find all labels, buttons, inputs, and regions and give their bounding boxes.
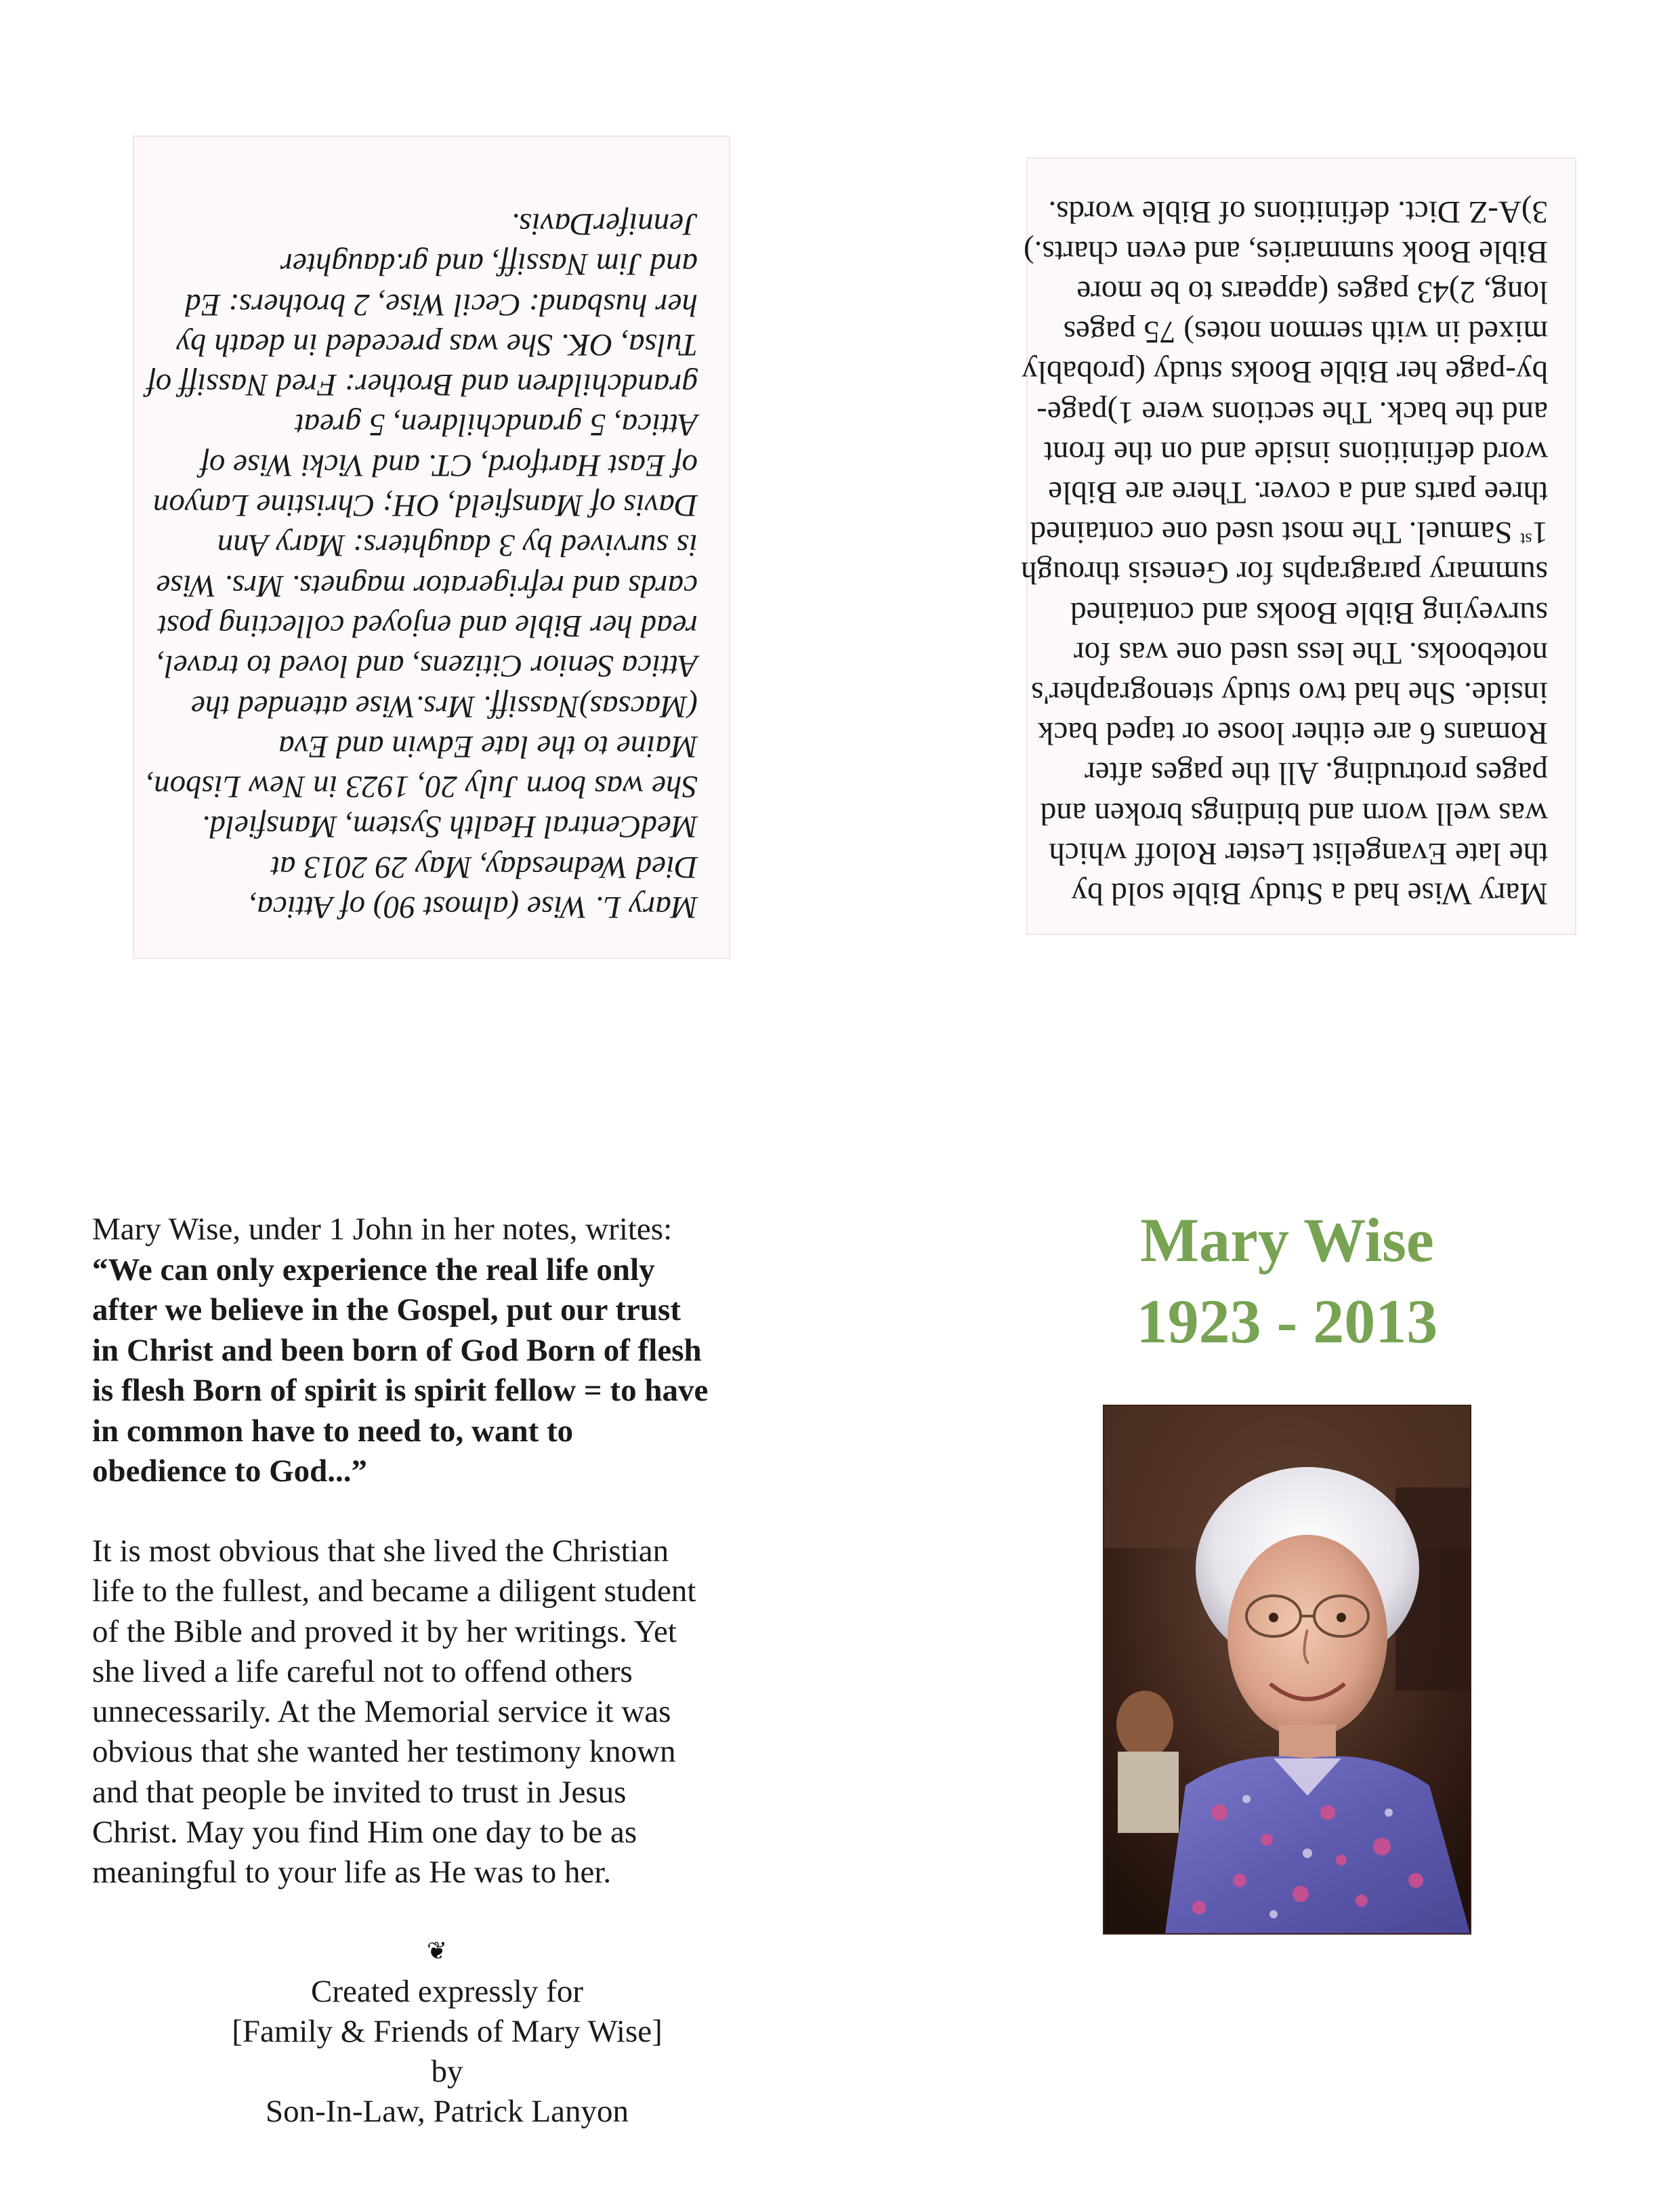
floral-ornament-icon: ❦	[426, 1937, 448, 1964]
study-bible-line: Mary Wise had a Study Bible sold by	[1071, 876, 1548, 911]
quote-line: in Christ and been born of God Born of flesh	[92, 1332, 702, 1368]
reflection-line: life to the fullest, and became a diligent student	[92, 1573, 696, 1609]
obituary-line: cards and refrigerator magnets. Mrs. Wise	[156, 568, 698, 604]
obituary-panel	[133, 136, 730, 959]
study-bible-line: Bible Book summaries, and even charts.)	[1023, 234, 1548, 270]
quote-line: is flesh Born of spirit is spirit fellow = to have	[92, 1373, 709, 1408]
study-bible-line: three parts and a cover. There are Bible	[1048, 474, 1548, 510]
memorial-years: 1923 - 2013	[1136, 1287, 1438, 1356]
obituary-line: Tulsa, OK. She was preceded in death by	[176, 327, 698, 363]
obituary-line: JenniferDavis.	[511, 206, 698, 242]
reflection-paragraph	[92, 1531, 783, 1893]
study-bible-line: by-page her Bible Books study (probably	[1022, 354, 1548, 390]
quote-line: obedience to God...”	[92, 1453, 368, 1489]
reflection-line: she lived a life careful not to offend others	[92, 1653, 633, 1689]
obituary-line: grandchildren and Brother: Fred Nassiff of	[146, 367, 698, 403]
study-bible-line: surveying Bible Books and contained	[1070, 595, 1548, 631]
credit-line: Son-In-Law, Patrick Lanyon	[265, 2094, 629, 2129]
study-bible-line: pages protruding. All the pages after	[1085, 756, 1548, 791]
quote-line: in common have to need to, want to	[92, 1413, 574, 1449]
portrait-photo	[1103, 1405, 1471, 1935]
quote-block	[92, 1210, 783, 1492]
quote-line: “We can only experience the real life only	[92, 1252, 655, 1287]
study-bible-text	[1021, 191, 1548, 913]
credit-line: by	[431, 2054, 463, 2089]
study-bible-line: word definitions inside and on the front	[1043, 434, 1548, 470]
memorial-title	[1057, 1199, 1517, 1362]
ordinal-rest: Samuel. The most used one contained	[1030, 515, 1521, 551]
ordinal-number: 1	[1532, 515, 1548, 551]
obituary-line: her husband: Cecil Wise, 2 brothers: Ed	[185, 287, 698, 323]
obituary-line: Attica, 5 grandchildren, 5 great	[295, 407, 698, 443]
study-bible-line: summary paragraphs for Genesis through	[1021, 555, 1548, 591]
obituary-line: Mary L. Wise (almost 90) of Attica,	[249, 890, 698, 925]
study-bible-line: was well worn and bindings broken and	[1040, 796, 1548, 831]
reflection-line: meaningful to your life as He was to her.	[92, 1855, 612, 1891]
credit-line: [Family & Friends of Mary Wise]	[232, 2014, 663, 2049]
study-bible-line: 3)A-Z Dict. definitions of Bible words.	[1048, 194, 1548, 230]
study-bible-line: long, 2)43 pages (appears to be more	[1076, 274, 1548, 310]
study-bible-line: Romans 6 are either loose or taped back	[1037, 716, 1548, 751]
credit-line: Created expressly for	[311, 1974, 583, 2009]
reflection-line: It is most obvious that she lived the Christian	[92, 1533, 669, 1569]
ordinal-suffix: st	[1520, 529, 1532, 550]
reflection-line: of the Bible and proved it by her writings. Yet	[92, 1613, 677, 1649]
obituary-line: Died Wednesday, May 29 2013 at	[270, 849, 698, 885]
quote-line: after we believe in the Gospel, put our trust	[92, 1292, 681, 1327]
obituary-line: read her Bible and enjoyed collecting post	[157, 608, 698, 644]
credit-block	[163, 1972, 732, 2132]
reflection-line: and that people be invited to trust in Jesus	[92, 1774, 627, 1810]
obituary-line: of East Hartford, CT. and Vicki Wise of	[200, 447, 698, 483]
reflection-line: obvious that she wanted her testimony known	[92, 1734, 676, 1770]
study-bible-line: notebooks. The less used one was for	[1073, 635, 1548, 671]
obituary-line: MedCentral Health System, Mansfield.	[201, 809, 698, 845]
study-bible-line: mixed in with sermon notes) 75 pages	[1063, 314, 1548, 350]
study-bible-line: and the back. The sections were 1)page-	[1036, 394, 1548, 430]
obituary-line: She was born July 20, 1923 in New Lisbon,	[146, 769, 698, 805]
reflection-line: Christ. May you find Him one day to be as	[92, 1815, 637, 1851]
obituary-line: is survived by 3 daughters: Mary Ann	[217, 528, 698, 564]
obituary-line: (Macsas)Nassiff. Mrs.Wise attended the	[190, 688, 698, 724]
study-bible-panel	[1021, 157, 1576, 935]
study-bible-line: the late Evangelist Lester Roloff which	[1049, 835, 1548, 871]
study-bible-line	[1030, 512, 1548, 552]
quote-intro: Mary Wise, under 1 John in her notes, writes:	[92, 1212, 673, 1247]
obituary-line: Davis of Mansfield, OH; Christine Lanyon	[152, 488, 698, 524]
obituary-text	[146, 204, 698, 927]
obituary-line: Attica Senior Citizens, and loved to travel,	[156, 648, 698, 684]
reflection-line: unnecessarily. At the Memorial service it was	[92, 1694, 671, 1730]
memorial-name: Mary Wise	[1140, 1205, 1434, 1275]
study-bible-line: inside. She had two study stenographer's	[1031, 675, 1548, 711]
obituary-line: and Jim Nassiff, and gr.daughter	[280, 247, 698, 283]
obituary-line: Maine to the late Edwin and Eva	[278, 728, 698, 764]
